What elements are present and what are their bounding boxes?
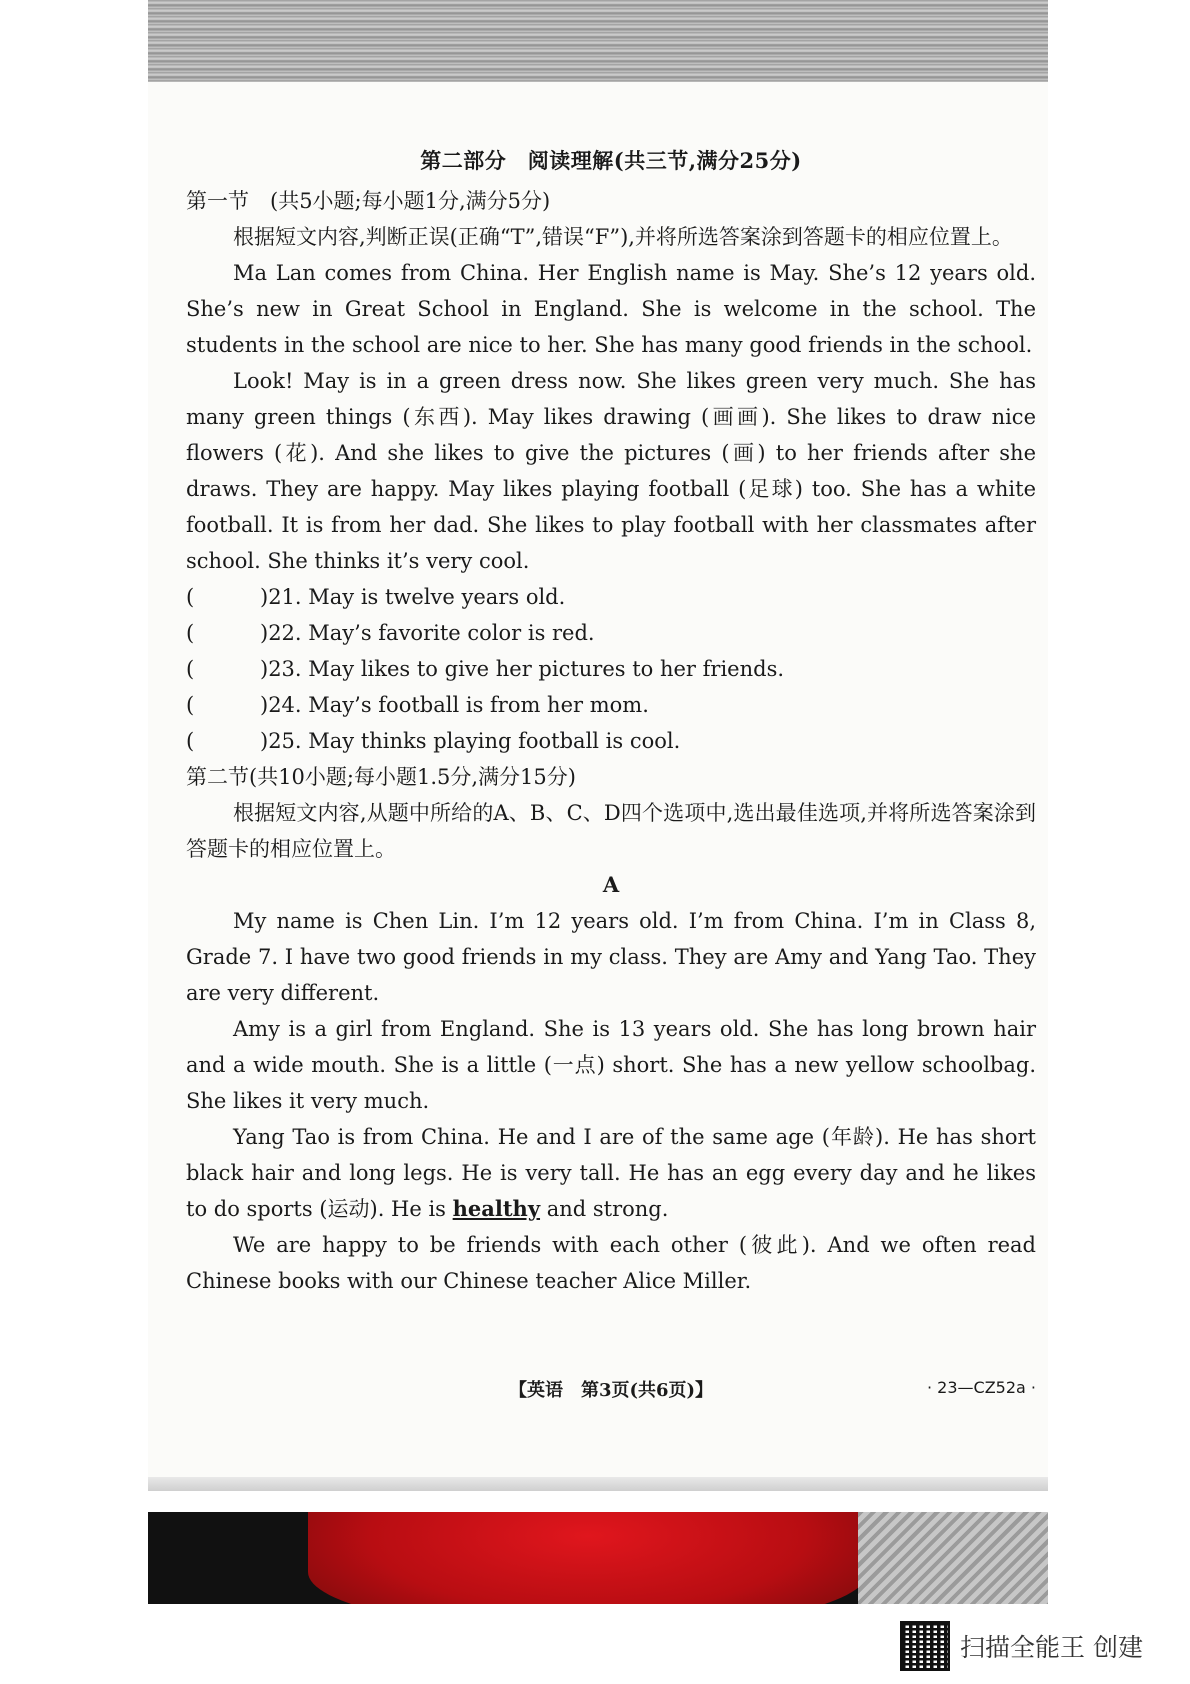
part2-heading: 第二节(共10小题;每小题1.5分,满分15分) [186,765,576,789]
text-run: Yang Tao is from China. He and I are of the same age (年龄). He has short black hair and long legs. He is very tall. He has an egg every day and he likes to do sports (运动). He is [186,1125,1036,1221]
question-text: )24. May’s football is from her mom. [260,693,649,717]
question-text: )22. May’s favorite color is red. [260,621,595,645]
answer-blank[interactable]: ( [186,657,195,681]
section-title: 第二部分 阅读理解(共三节,满分25分) [420,148,802,173]
answer-blank[interactable]: ( [186,585,195,609]
page-number: 【英语 第3页(共6页)】 [508,1380,714,1401]
question-text: )21. May is twelve years old. [260,585,566,609]
scanner-watermark [900,1620,1143,1672]
passage-paragraph: We are happy to be friends with each other (彼此). And we often read Chinese books with our Chinese teacher Alice Miller. [186,1233,1036,1293]
passage-paragraph: Amy is a girl from England. She is 13 years old. She has long brown hair and a wide mouth. She is a little (一点) short. She has a new yellow schoolbag. She likes it very much. [186,1017,1036,1113]
question-23 [186,651,1036,687]
answer-blank[interactable]: ( [186,729,195,753]
underlined-word: healthy [452,1196,541,1221]
answer-blank[interactable]: ( [186,693,195,717]
question-text: )25. May thinks playing football is cool. [260,729,681,753]
exam-content [186,145,1036,1299]
exam-code: · 23—CZ52a · [927,1378,1036,1397]
question-25 [186,723,1036,759]
passage-paragraph [186,1119,1036,1227]
scan-bottom-photo [148,1512,1048,1604]
watermark-text: 扫描全能王 创建 [960,1633,1143,1662]
question-22 [186,615,1036,651]
page-bottom-edge [148,1477,1048,1491]
question-24 [186,687,1036,723]
part2-instruction: 根据短文内容,从题中所给的A、B、C、D四个选项中,选出最佳选项,并将所选答案涂到答题卡的相应位置上。 [186,801,1036,861]
text-run: and strong. [540,1197,669,1221]
gray-texture [858,1512,1048,1604]
scan-top-strip [148,0,1048,82]
passage-paragraph: Look! May is in a green dress now. She likes green very much. She has many green things (东西). May likes drawing (画画). She likes to draw nice flowers (花). And she likes to give the pictures (画) to her friends after she draws. They are happy. May likes playing football (足球) too. She has a white football. It is from her dad. She likes to play football with her classmates after school. She thinks it’s very cool. [186,369,1036,573]
passage-label: A [602,872,620,897]
question-21 [186,579,1036,615]
answer-blank[interactable]: ( [186,621,195,645]
page-footer [186,1376,1036,1406]
part1-heading: 第一节 (共5小题;每小题1分,满分5分) [186,189,551,213]
qr-code-icon [900,1621,950,1671]
passage-paragraph: Ma Lan comes from China. Her English name is May. She’s 12 years old. She’s new in Great School in England. She is welcome in the school. The students in the school are nice to her. She has many good friends in the school. [186,261,1036,357]
passage-paragraph: My name is Chen Lin. I’m 12 years old. I’m from China. I’m in Class 8, Grade 7. I have two good friends in my class. They are Amy and Yang Tao. They are very different. [186,909,1036,1005]
part1-instruction: 根据短文内容,判断正误(正确“T”,错误“F”),并将所选答案涂到答题卡的相应位置上。 [233,225,1013,249]
red-object [308,1512,868,1604]
question-text: )23. May likes to give her pictures to her friends. [260,657,785,681]
